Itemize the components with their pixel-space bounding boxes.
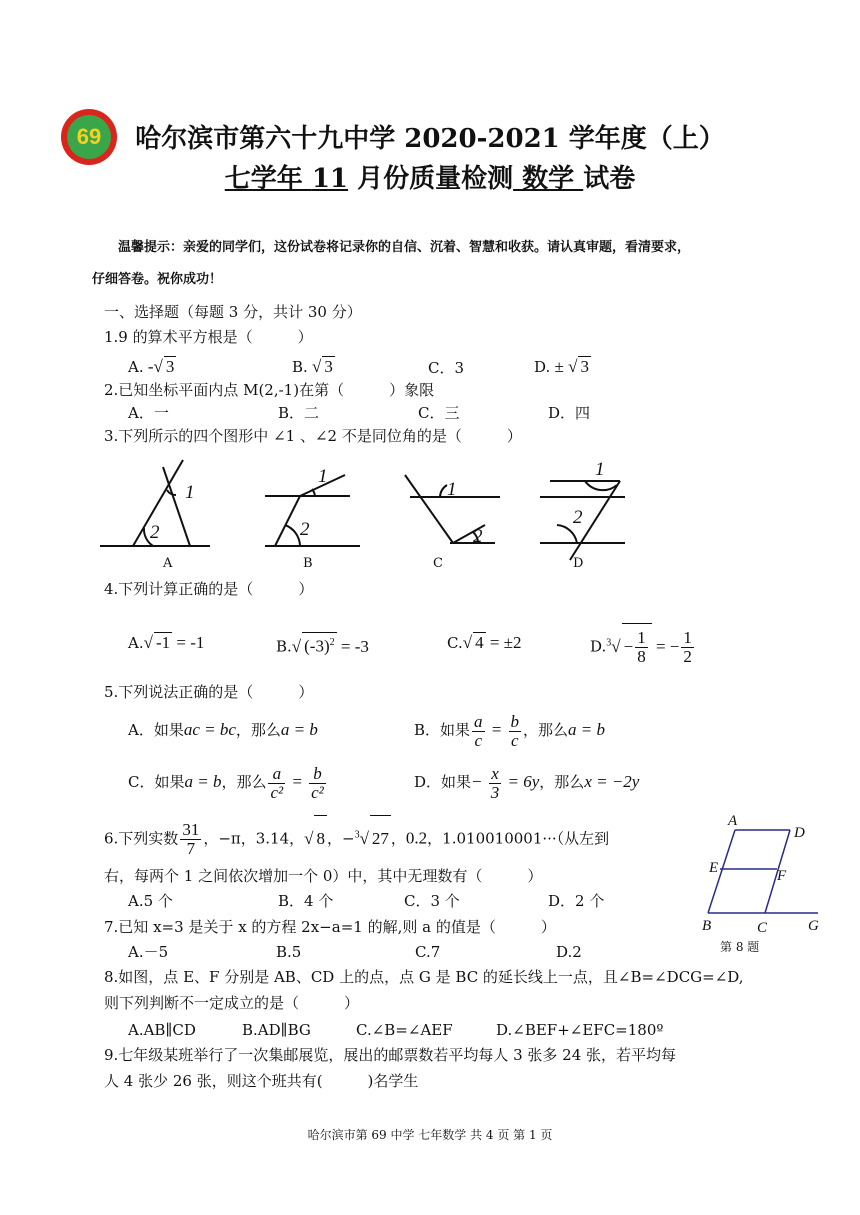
q3-c-angle2: 2 <box>473 526 483 547</box>
q1-option-a: A. -√ 3 <box>128 357 175 376</box>
q2-option-b: B．二 <box>278 404 320 422</box>
page-footer: 哈尔滨市第 69 中学 七年数学 共 4 页 第 1 页 <box>307 1128 553 1142</box>
section-heading: 一、选择题（每题 3 分，共计 30 分） <box>104 303 362 321</box>
page-subtitle: 七学年 11 月份质量检测 数学 试卷 <box>224 164 636 194</box>
q3-b-angle1: 1 <box>318 466 328 487</box>
q6-line-2: 右，每两个 1 之间依次增加一个 0）中，其中无理数有（ ） <box>104 867 543 885</box>
q4-option-a: A.√ -1 = -1 <box>128 633 205 652</box>
svg-text:C: C <box>757 920 768 936</box>
q3-figures <box>95 455 640 570</box>
q3-d-angle1: 1 <box>595 459 605 480</box>
q8-fig-caption: 第 8 题 <box>720 940 760 954</box>
q3-a-angle2: 2 <box>150 522 160 543</box>
q6-option-b: B．4 个 <box>278 892 334 910</box>
q3-label-a: A <box>163 556 173 570</box>
q5-option-d: D．如果− $\frac{x}{3}$ = 6y，那么x = −2y <box>414 763 640 802</box>
q1-stem: 1.9 的算术平方根是（ ） <box>104 328 313 346</box>
q3-a-angle1: 1 <box>185 482 195 503</box>
q9-line-1: 9.七年级某班举行了一次集邮展览，展出的邮票数若平均每人 3 张多 24 张，若平均每 <box>104 1046 677 1064</box>
q3-stem: 3.下列所示的四个图形中 ∠1 、∠2 不是同位角的是（ ） <box>104 427 522 445</box>
q4-option-c: C.√ 4 = ±2 <box>447 633 522 652</box>
q2-option-c: C．三 <box>418 404 460 422</box>
q1-option-d: D. ± √ 3 <box>534 357 589 376</box>
tip-line-2: 仔细答卷。祝你成功！ <box>92 272 223 287</box>
svg-text:E: E <box>709 860 719 876</box>
q8-option-d: D.∠BEF+∠EFC=180º <box>496 1021 664 1039</box>
q3-label-b: B <box>303 556 313 570</box>
q8-option-a: A.AB∥CD <box>128 1021 196 1039</box>
q7-stem: 7.已知 x=3 是关于 x 的方程 2x−a=1 的解,则 a 的值是（ ） <box>104 918 556 936</box>
q6-option-c: C．3 个 <box>404 892 460 910</box>
q6-stem: 6.下列实数 $\frac{31}{7}$ ，−π，3.14，√ 8 ，−$^3$√ 27 ，0.2，1.010010001···（从左到 <box>104 812 609 858</box>
q3-label-c: C <box>433 556 443 570</box>
q5-stem: 5.下列说法正确的是（ ） <box>104 683 314 701</box>
svg-text:F: F <box>777 868 787 884</box>
q7-option-a: A.－5 <box>128 943 169 961</box>
q5-option-b: B．如果 $\frac{a}{c}$ = $\frac{b}{c}$ ，那么a = b <box>414 711 606 750</box>
q5-option-a: A．如果ac = bc，那么a = b <box>128 720 318 739</box>
q3-d-angle2: 2 <box>573 507 583 528</box>
q1-option-b: B. √ 3 <box>292 357 333 376</box>
svg-text:G: G <box>808 918 819 934</box>
q4-stem: 4.下列计算正确的是（ ） <box>104 580 314 598</box>
svg-text:B: B <box>702 918 712 934</box>
q7-option-c: C.7 <box>415 943 441 961</box>
q7-option-d: D.2 <box>556 943 582 961</box>
page-title: 哈尔滨市第六十九中学 2020-2021 学年度（上） <box>135 124 725 154</box>
tip-line-1: 温馨提示：亲爱的同学们，这份试卷将记录你的自信、沉着、智慧和收获。请认真审题，看清要求， <box>118 240 691 255</box>
q8-stem-2: 则下列判断不一定成立的是（ ） <box>104 994 360 1012</box>
q2-option-d: D．四 <box>548 404 591 422</box>
q2-option-a: A．一 <box>128 404 169 422</box>
svg-text:D: D <box>794 825 805 841</box>
q9-line-2: 人 4 张少 26 张，则这个班共有( )名学生 <box>104 1072 419 1090</box>
logo-text: 69 <box>76 124 102 149</box>
q4-option-d: D.$^3$√ − $\frac{1}{8}$ = − $\frac{1}{2}$ <box>590 620 696 666</box>
q8-stem-1: 8.如图，点 E、F 分别是 AB、CD 上的点，点 G 是 BC 的延长线上一点，且∠B=∠DCG=∠D, <box>104 968 744 986</box>
q3-c-angle1: 1 <box>447 479 457 500</box>
q3-b-angle2: 2 <box>300 519 310 540</box>
q4-option-b: B.√ $(-3)^2 = -3$ <box>276 632 369 657</box>
q6-option-d: D．2 个 <box>548 892 605 910</box>
q1-option-c: C．3 <box>428 359 465 377</box>
q6-option-a: A.5 个 <box>128 892 173 910</box>
q8-option-b: B.AD∥BG <box>242 1021 311 1039</box>
q7-option-b: B.5 <box>276 943 302 961</box>
q3-label-d: D <box>573 556 584 570</box>
q8-option-c: C.∠B=∠AEF <box>356 1021 453 1039</box>
q8-figure <box>700 810 830 960</box>
q5-option-c: C．如果a = b，那么 $\frac{a}{\text{c²}}$ = $\frac{b}{\text{c²}}$ <box>128 763 324 802</box>
svg-text:A: A <box>728 813 738 829</box>
q2-stem: 2.已知坐标平面内点 M(2,-1)在第（ ）象限 <box>104 381 435 399</box>
